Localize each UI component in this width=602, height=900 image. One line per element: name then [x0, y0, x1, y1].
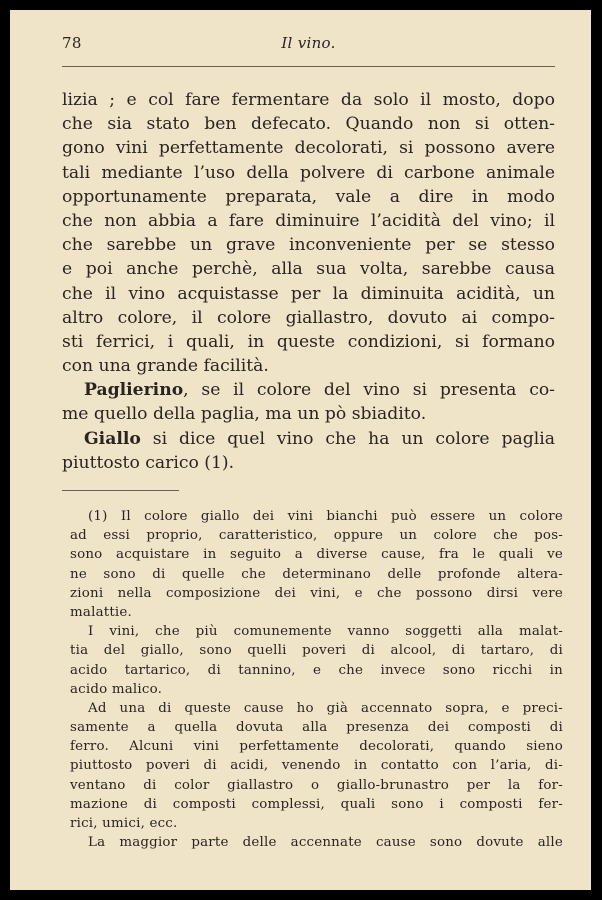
giallo-text: si dice quel vino che ha un colore paglia [140, 428, 555, 449]
text-line: opportunamente preparata, vale a dire in modo [62, 186, 555, 207]
footnote-line: ventano di color giallastro o giallo-brunastro per la for- [70, 777, 563, 793]
term-paglierino: Paglierino [84, 380, 184, 401]
footnote-line: ferro. Alcuni vini perfettamente decolorati, quando sieno [70, 739, 563, 755]
running-title: Il vino. [281, 34, 336, 52]
book-page [10, 10, 591, 890]
footnote-line: tia del giallo, sono quelli poveri di alcool, di tartaro, di [70, 643, 563, 659]
term-giallo: Giallo [84, 428, 141, 449]
page-header [62, 32, 555, 67]
footnote-line: acido malico. [70, 681, 163, 697]
main-text [62, 88, 555, 475]
page-number: 78 [62, 34, 82, 52]
text-line: e poi anche perchè, alla sua volta, sarebbe causa [62, 259, 555, 280]
footnote-line: acido tartarico, di tannino, e che invece sono ricchi in [70, 662, 563, 678]
text-line: che non abbia a fare diminuire l’acidità del vino; il [62, 210, 555, 231]
text-line: che sarebbe un grave inconveniente per se stesso [62, 235, 555, 256]
footnote-line: (1) Il colore giallo dei vini bianchi può essere un colore [88, 509, 563, 524]
footnote-line: samente a quella dovuta alla presenza dei composti di [70, 720, 563, 736]
text-line: con una grande facilità. [62, 356, 269, 377]
text-line: che sia stato ben defecato. Quando non si otten- [62, 114, 555, 135]
footnote [70, 507, 563, 852]
footnote-line: rici, umici, ecc. [70, 816, 178, 831]
paglierino-text: , se il colore del vino si presenta co- [183, 380, 555, 401]
text-line: altro colore, il colore giallastro, dovuto ai compo- [62, 307, 555, 328]
text-line: me quello della paglia, ma un pò sbiadito. [62, 404, 427, 425]
footnote-line: mazione di composti complessi, quali sono i composti fer- [70, 796, 563, 812]
paglierino-paragraph [62, 378, 555, 402]
text-line: tali mediante l’uso della polvere di carbone animale [62, 162, 555, 183]
footnote-line: Ad una di queste cause ho già accennato sopra, e preci- [88, 700, 563, 716]
footnote-line: zioni nella composizione dei vini, e che possono dirsi vere [70, 585, 563, 601]
footnote-line: ne sono di quelle che determinano delle profonde altera- [70, 566, 563, 582]
footnote-line: malattie. [70, 604, 132, 620]
text-line: piuttosto carico (1). [62, 452, 235, 473]
footnote-line: ad essi proprio, caratteristico, oppure un colore che pos- [70, 528, 563, 544]
footnote-divider [62, 490, 179, 491]
text-line: sti ferrici, i quali, in queste condizioni, si formano [62, 331, 555, 352]
footnote-line: La maggior parte delle accennate cause sono dovute alle [88, 835, 563, 851]
text-line: che il vino acquistasse per la diminuita acidità, un [62, 283, 555, 304]
footnote-line: sono acquistare in seguito a diverse cause, fra le quali ve [70, 547, 563, 563]
footnote-line: piuttosto poveri di acidi, venendo in contatto con l’aria, di- [70, 758, 563, 774]
text-line: gono vini perfettamente decolorati, si possono avere [62, 138, 555, 159]
footnote-line: I vini, che più comunemente vanno soggetti alla malat- [88, 624, 563, 640]
text-line: lizia ; e col fare fermentare da solo il mosto, dopo [62, 90, 555, 110]
giallo-paragraph [62, 427, 555, 451]
